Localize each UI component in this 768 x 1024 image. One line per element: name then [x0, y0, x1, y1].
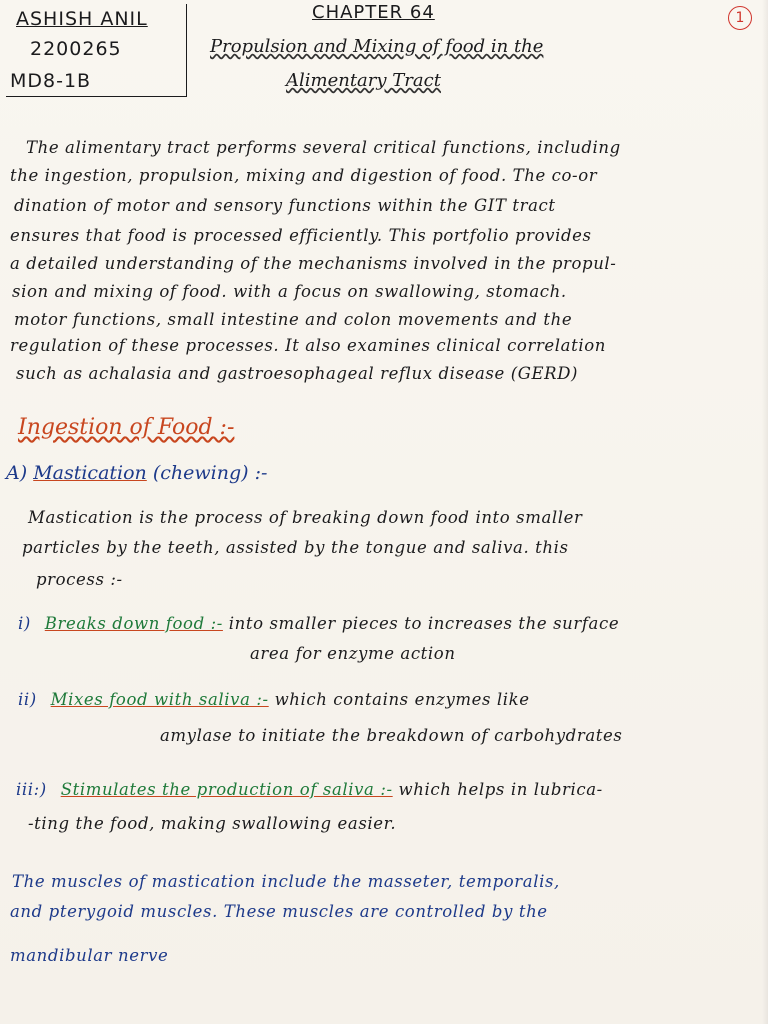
- intro-line: the ingestion, propulsion, mixing and digestion of food. The co-or: [10, 166, 598, 185]
- mastication-line: Mastication is the process of breaking down food into smaller: [28, 508, 583, 527]
- student-name: ASHISH ANIL: [16, 8, 148, 30]
- list-item: [18, 690, 530, 709]
- item-title: Breaks down food :-: [44, 614, 223, 633]
- page-number: 1: [728, 6, 752, 30]
- list-item: [16, 780, 603, 799]
- item-text: which contains enzymes like: [274, 690, 530, 709]
- chapter-label: CHAPTER 64: [312, 2, 435, 23]
- item-title: Stimulates the production of saliva :-: [60, 780, 393, 799]
- item-number: i): [18, 614, 31, 633]
- intro-line: sion and mixing of food. with a focus on swallowing, stomach.: [12, 282, 567, 301]
- item-continuation: -ting the food, making swallowing easier.: [28, 814, 397, 833]
- intro-line: such as achalasia and gastroesophageal reflux disease (GERD): [16, 364, 579, 383]
- intro-line: dination of motor and sensory functions within the GIT tract: [14, 196, 556, 215]
- item-title: Mixes food with saliva :-: [50, 690, 269, 709]
- item-continuation: amylase to initiate the breakdown of carbohydrates: [160, 726, 623, 745]
- item-text: into smaller pieces to increases the surface: [228, 614, 620, 633]
- intro-line: regulation of these processes. It also examines clinical correlation: [10, 336, 606, 355]
- title-line-1: Propulsion and Mixing of food in the: [210, 36, 544, 57]
- subheading-mastication: [6, 462, 267, 484]
- intro-line: ensures that food is processed efficiently. This portfolio provides: [10, 226, 592, 245]
- page-edge-shadow: [762, 0, 768, 1024]
- course-code: MD8-1B: [10, 70, 92, 92]
- closing-line: The muscles of mastication include the masseter, temporalis,: [12, 872, 560, 891]
- subheading-prefix: A): [6, 462, 28, 484]
- item-number: iii:): [16, 780, 47, 799]
- item-continuation: area for enzyme action: [250, 644, 456, 663]
- subheading-underlined: Mastication: [33, 462, 147, 484]
- intro-line: The alimentary tract performs several critical functions, including: [26, 138, 621, 157]
- title-line-2: Alimentary Tract: [286, 70, 441, 91]
- list-item: [18, 614, 619, 633]
- item-number: ii): [18, 690, 37, 709]
- closing-line: mandibular nerve: [10, 946, 169, 965]
- mastication-line: process :-: [36, 570, 123, 589]
- mastication-line: particles by the teeth, assisted by the tongue and saliva. this: [22, 538, 569, 557]
- subheading-rest: (chewing) :-: [152, 462, 268, 484]
- item-text: which helps in lubrica-: [398, 780, 603, 799]
- intro-line: a detailed understanding of the mechanisms involved in the propul-: [10, 254, 617, 273]
- student-id: 2200265: [30, 38, 122, 60]
- section-heading: Ingestion of Food :-: [18, 415, 235, 440]
- intro-line: motor functions, small intestine and colon movements and the: [14, 310, 573, 329]
- closing-line: and pterygoid muscles. These muscles are controlled by the: [10, 902, 548, 921]
